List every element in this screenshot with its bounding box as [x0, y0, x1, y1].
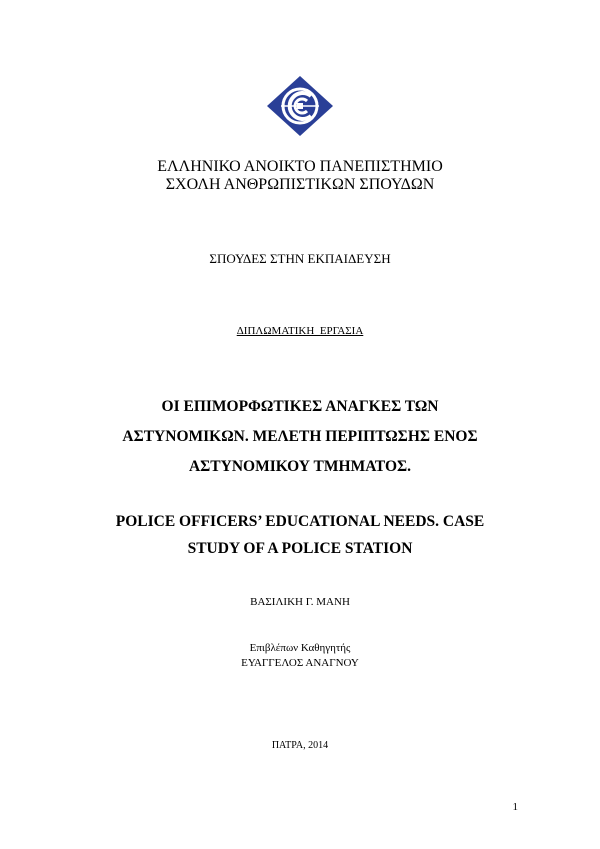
university-name: ΕΛΛΗΝΙΚΟ ΑΝΟΙΚΤΟ ΠΑΝΕΠΙΣΤΗΜΙΟ: [157, 158, 443, 175]
document-type: ΔΙΠΛΩΜΑΤΙΚΗ ΕΡΓΑΣΙΑ: [236, 325, 364, 337]
title-greek-line-3: ΑΣΤΥΝΟΜΙΚΟΥ ΤΜΗΜΑΤΟΣ.: [188, 458, 412, 475]
school-name: ΣΧΟΛΗ ΑΝΘΡΩΠΙΣΤΙΚΩΝ ΣΠΟΥΔΩΝ: [165, 176, 435, 193]
title-greek-line-2: ΑΣΤΥΝΟΜΙΚΩΝ. ΜΕΛΕΤΗ ΠΕΡΙΠΤΩΣΗΣ ΕΝΟΣ: [122, 428, 478, 445]
title-english-line-2: STUDY OF A POLICE STATION: [187, 540, 413, 557]
program-name: ΣΠΟΥΔΕΣ ΣΤΗΝ ΕΚΠΑΙΔΕΥΣΗ: [209, 251, 391, 266]
supervisor-name: ΕΥΑΓΓΕΛΟΣ ΑΝΑΓΝΟΥ: [241, 657, 359, 669]
place-and-date: ΠΑΤΡΑ, 2014: [271, 740, 329, 751]
page-number: 1: [512, 801, 518, 813]
supervisor-label: Επιβλέπων Καθηγητής: [249, 642, 351, 654]
university-logo-icon: [267, 76, 333, 136]
title-greek-line-1: ΟΙ ΕΠΙΜΟΡΦΩΤΙΚΕΣ ΑΝΑΓΚΕΣ ΤΩΝ: [161, 398, 439, 415]
title-english-line-1: POLICE OFFICERS’ EDUCATIONAL NEEDS. CASE: [115, 513, 485, 530]
author-name: ΒΑΣΙΛΙΚΗ Γ. ΜΑΝΗ: [250, 596, 350, 608]
